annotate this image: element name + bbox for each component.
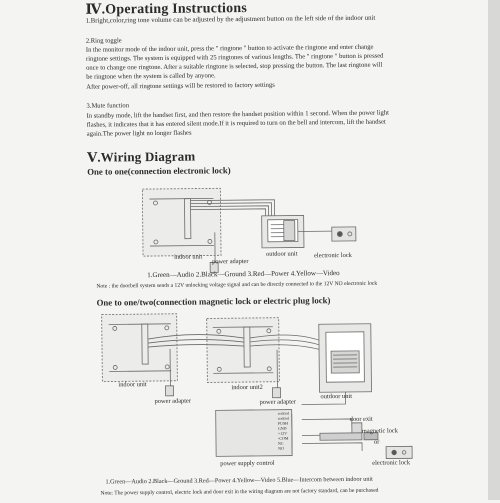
terminal-label: NC (278, 441, 289, 446)
ring-toggle-line-5: After power-off, all ringtone settings will be restored to factory settings (86, 82, 275, 93)
terminal-label: GND (278, 426, 289, 431)
diagram2-note: Note: The power supply control, electric lock and door exit in the wiring diagram are not factory standard, can be purchased (101, 488, 379, 497)
diagram2-legend: 1.Green—Audio 2.Black—Ground 3.Red—Power 4.Yellow—Video 5.Blue—Intercom between indoor unit (105, 476, 372, 486)
terminal-label: control (278, 411, 289, 416)
door-exit-button (352, 423, 362, 433)
terminal-label: control (278, 416, 289, 421)
section5-title: Ⅴ.Wiring Diagram (87, 149, 196, 166)
terminal-label: NO (278, 446, 289, 451)
ring-toggle-line-4: be ringtone when the system is called by anyone. (86, 72, 216, 82)
page-edge-shadow (488, 0, 500, 500)
indoor-unit-panel (142, 188, 221, 256)
terminal-labels (278, 411, 290, 451)
electronic-lock-2 (386, 446, 412, 458)
indoor-unit-label: indoor unit (174, 254, 202, 261)
diagram1-note: Note : the doorbell system sends a 12V unlocking voltage signal and can be directly connected to the 12V NO electronic lock (96, 281, 377, 290)
magnetic-lock-label: magnetic lock (362, 427, 398, 434)
mute-line-1: In standby mode, lift the handset first, and then restore the handset position within 1 second. When the power light (87, 110, 389, 122)
power-adapter-1-label: power adapter (155, 398, 191, 405)
electronic-lock-label: electronic lock (314, 252, 352, 259)
mute-line-2: flashes, it indicates that it has entered silent mode.If it is required to turn on the bell and intercom, lift the handset (87, 119, 386, 131)
power-adapter-label: power adapter (212, 258, 248, 265)
mute-heading: 3.Mute function (86, 102, 129, 111)
adjust-text: 1.Bright,color,ring tone volume can be adjusted by the adjustment button on the left side of the indoor unit (86, 15, 376, 27)
terminal-label: -COM (278, 436, 289, 441)
terminal-label: +12V (278, 431, 289, 436)
or-label: or (374, 439, 379, 446)
indoor-unit-2-label: indoor unit2 (231, 384, 262, 391)
electronic-lock-2-label: electronic lock (372, 459, 410, 466)
electronic-lock (332, 227, 356, 241)
ring-toggle-line-1: In the monitor mode of the indoor unit, press the " ringtone " button to activate the ringtone and enter change (86, 44, 374, 56)
ring-toggle-line-3: once to change one ringtone. After a suitable ringtone is selected, stop pressing the button. The last ringtone will (86, 62, 382, 74)
outdoor-unit-2-label: outdoor unit (321, 393, 352, 400)
terminal-label: PUSH (278, 421, 289, 426)
ring-toggle-heading: 2.Ring toggle (86, 37, 122, 46)
section4-title: Ⅳ.Operating Instructions (85, 0, 247, 19)
diagram1-legend: 1.Green—Audio 2.Black—Ground 3.Red—Power 4.Yellow—Video (147, 269, 339, 279)
ring-toggle-line-2: ringtone settings. The system is equipped with 25 ringtones of various lengths. The " ringtone " button is pressed (86, 53, 384, 65)
indoor-unit-1-label: indoor unit (118, 381, 146, 388)
outdoor-unit-label: outdoor unit (266, 251, 297, 258)
outdoor-unit (262, 215, 332, 248)
diagram1-title: One to one(connection electronic lock) (87, 165, 231, 177)
mute-line-3: again.The power light no longer flashes (87, 130, 192, 140)
power-supply-control-label: power supply control (220, 460, 274, 468)
power-adapter-2-label: power adapter (260, 399, 296, 406)
door-exit-label: door exit (350, 416, 373, 423)
diagram2-title: One to one/two(connection magnetic lock or electric plug lock) (96, 295, 330, 307)
